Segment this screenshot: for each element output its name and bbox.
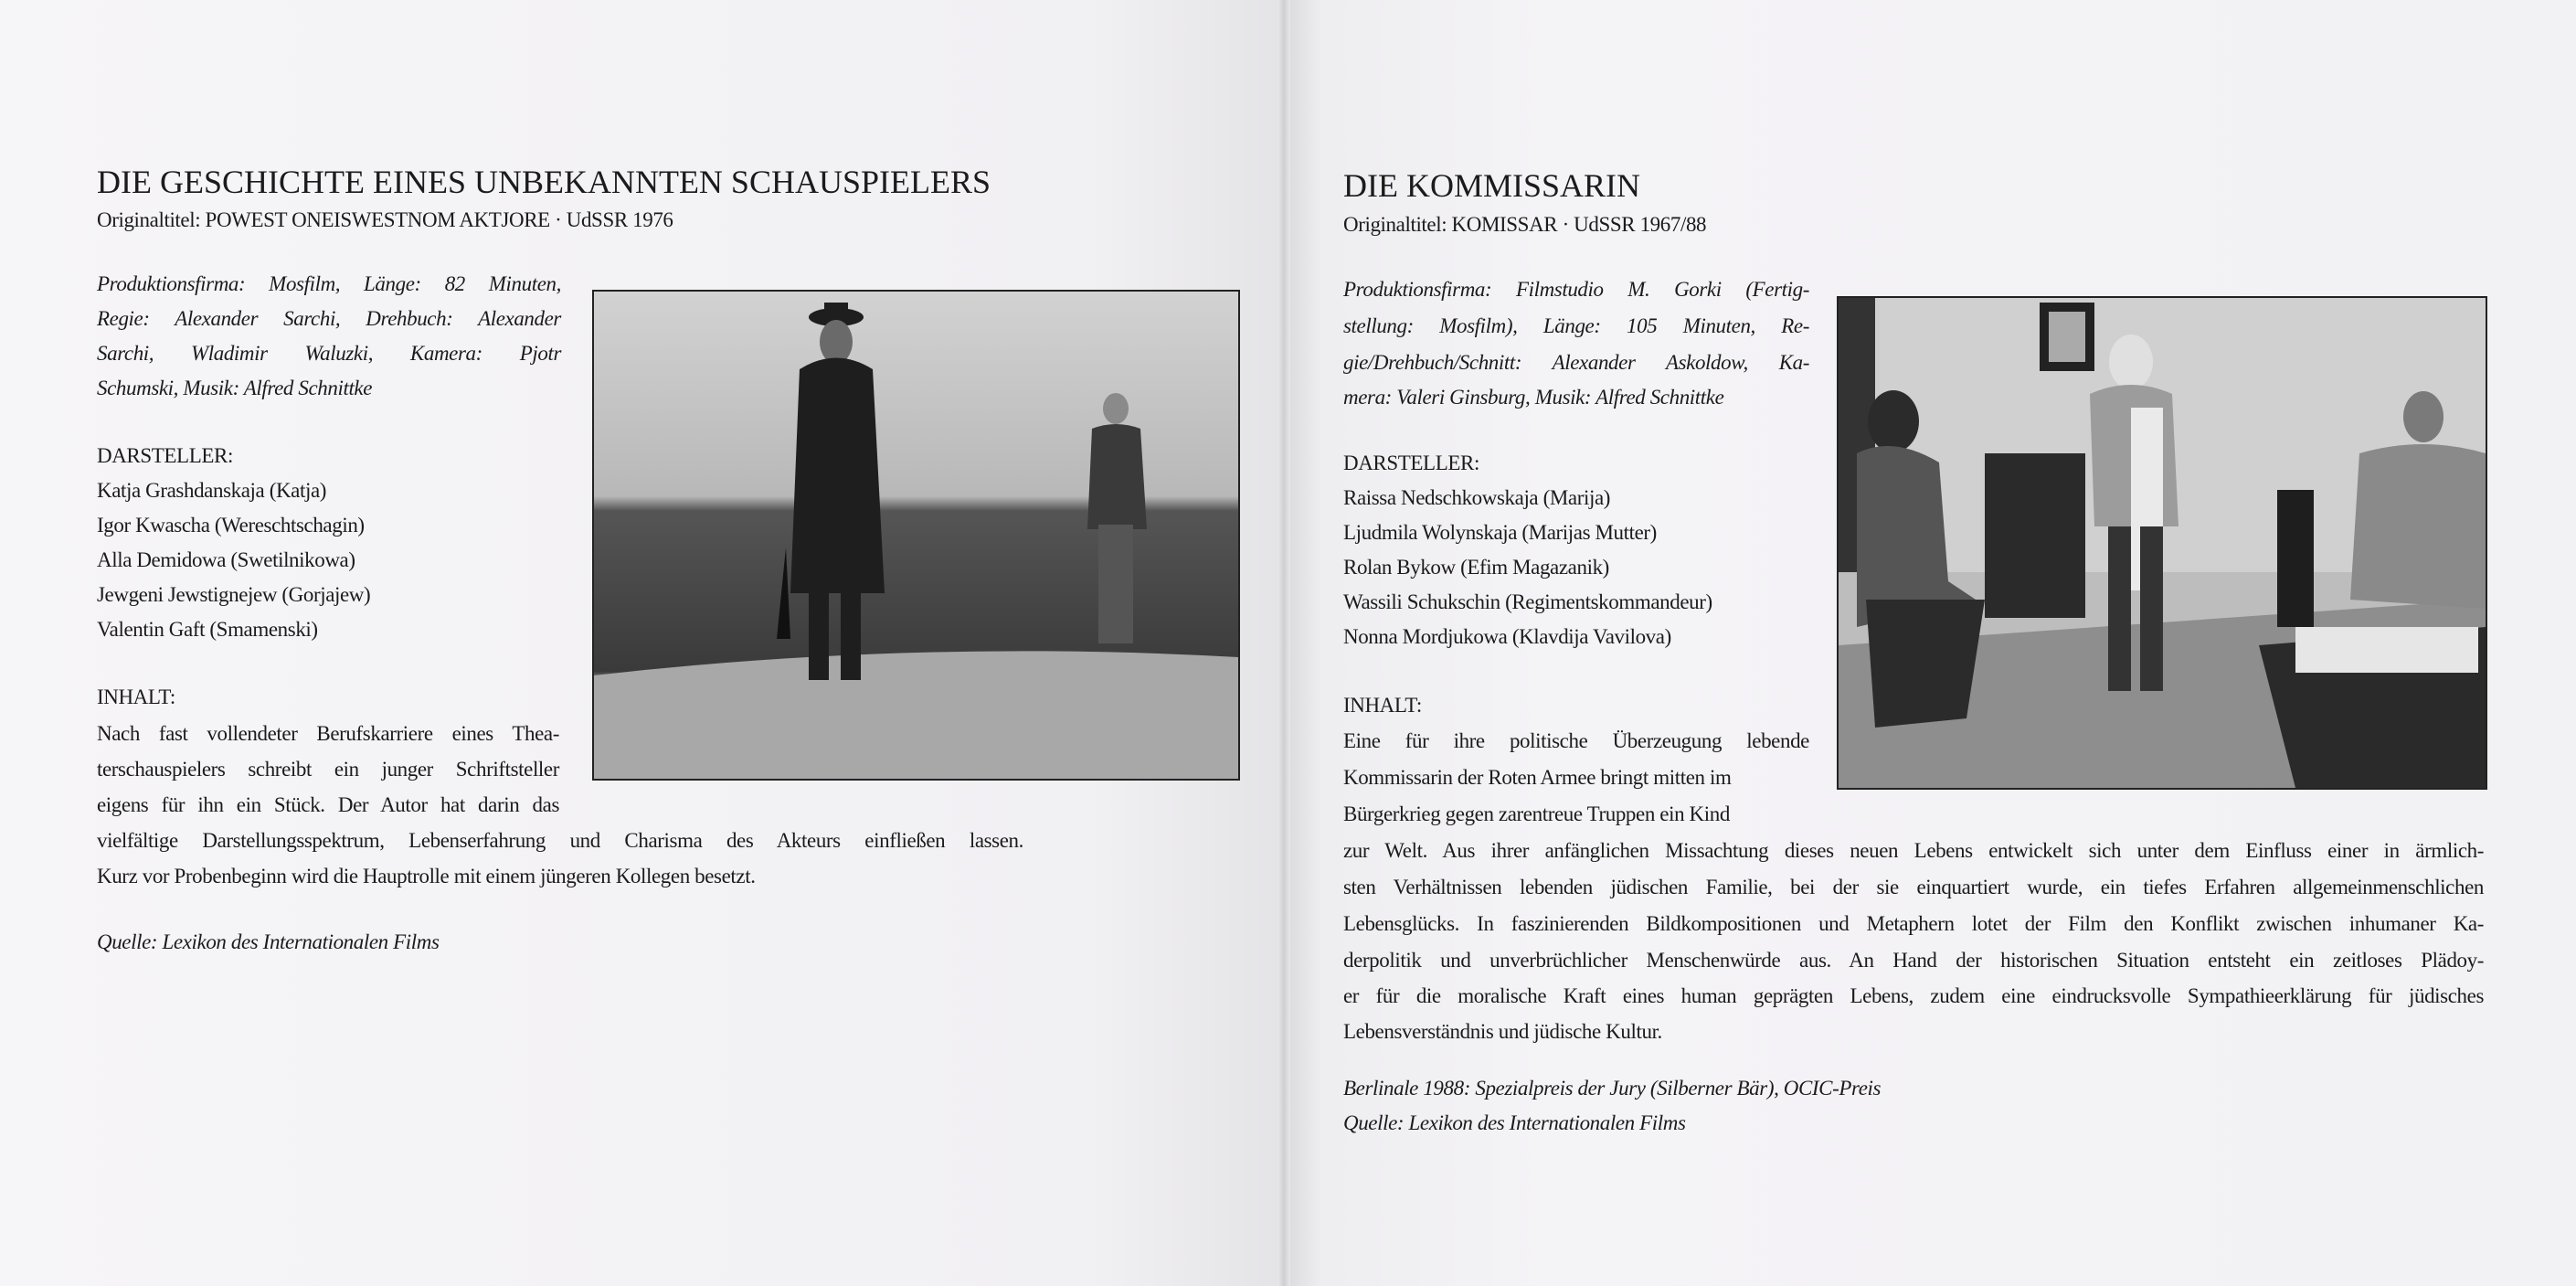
content-heading: INHALT: <box>97 686 175 708</box>
content-line: er für die moralische Kraft eines human geprägten Lebens, zudem eine eindrucksvolle Sympathieerklärung für jüdisches <box>1343 984 2484 1007</box>
content-line: Kurz vor Probenbeginn wird die Hauptrolle mit einem jüngeren Kollegen besetzt. <box>97 865 756 887</box>
film-title: DIE KOMMISSARIN <box>1343 167 1641 204</box>
content-line: eigens für ihn ein Stück. Der Autor hat darin das <box>97 793 559 816</box>
award-note: Berlinale 1988: Spezialpreis der Jury (Silberner Bär), OCIC-Preis <box>1343 1077 1882 1100</box>
production-line: Produktionsfirma: Filmstudio M. Gorki (Fertig- <box>1343 278 1809 301</box>
content-line: zur Welt. Aus ihrer anfänglichen Missachtung dieses neuen Lebens entwickelt sich unter dem Einfluss einer in ärmlich- <box>1343 839 2484 862</box>
content-line: Kommissarin der Roten Armee bringt mitten im <box>1343 766 1732 789</box>
cast-member: Igor Kwascha (Wereschtschagin) <box>97 514 365 537</box>
content-line: vielfältige Darstellungsspektrum, Lebenserfahrung und Charisma des Akteurs einfließen lassen. <box>97 829 1023 852</box>
cast-member: Rolan Bykow (Efim Magazanik) <box>1343 556 1609 579</box>
film-title: DIE GESCHICHTE EINES UNBEKANNTEN SCHAUSPIELERS <box>97 164 991 200</box>
production-line: gie/Drehbuch/Schnitt: Alexander Askoldow, Ka- <box>1343 351 1809 374</box>
original-title: Originaltitel: KOMISSAR · UdSSR 1967/88 <box>1343 213 1707 236</box>
content-line: Eine für ihre politische Überzeugung lebende <box>1343 729 1809 752</box>
booklet-fold <box>1277 0 1290 1286</box>
content-line: Lebensverständnis und jüdische Kultur. <box>1343 1020 1662 1043</box>
content-line: Lebensglücks. In faszinierenden Bildkompositionen und Metaphern lotet der Film den Konflikt zwischen inhumaner Ka- <box>1343 912 2484 935</box>
original-title: Originaltitel: POWEST ONEISWESTNOM AKTJORE · UdSSR 1976 <box>97 208 673 231</box>
film-still-road <box>592 290 1240 781</box>
content-line: Nach fast vollendeter Berufskarriere eines Thea- <box>97 722 559 745</box>
content-line: terschauspielers schreibt ein junger Schriftsteller <box>97 758 559 781</box>
source-note: Quelle: Lexikon des Internationalen Films <box>1343 1111 1686 1134</box>
production-line: stellung: Mosfilm), Länge: 105 Minuten, Re- <box>1343 314 1809 337</box>
production-line: Produktionsfirma: Mosfilm, Länge: 82 Minuten, <box>97 272 561 295</box>
content-line: sten Verhältnissen lebenden jüdischen Familie, bei der sie einquartiert wurde, ein tiefes Erfahren allgemeinmenschlichen <box>1343 876 2484 898</box>
cast-member: Wassili Schukschin (Regimentskommandeur) <box>1343 590 1712 613</box>
source-note: Quelle: Lexikon des Internationalen Films <box>97 930 440 953</box>
cast-member: Alla Demidowa (Swetilnikowa) <box>97 548 355 571</box>
production-line: Sarchi, Wladimir Waluzki, Kamera: Pjotr <box>97 342 561 365</box>
production-line: mera: Valeri Ginsburg, Musik: Alfred Schnittke <box>1343 386 1724 409</box>
cast-member: Jewgeni Jewstignejew (Gorjajew) <box>97 583 371 606</box>
cast-member: Raissa Nedschkowskaja (Marija) <box>1343 486 1611 509</box>
content-line: Bürgerkrieg gegen zarentreue Truppen ein Kind <box>1343 802 1730 825</box>
cast-member: Nonna Mordjukowa (Klavdija Vavilova) <box>1343 625 1671 648</box>
cast-member: Katja Grashdanskaja (Katja) <box>97 479 327 502</box>
cast-heading: DARSTELLER: <box>97 444 233 467</box>
content-heading: INHALT: <box>1343 694 1422 717</box>
production-line: Schumski, Musik: Alfred Schnittke <box>97 377 373 399</box>
production-line: Regie: Alexander Sarchi, Drehbuch: Alexander <box>97 307 561 330</box>
cast-member: Ljudmila Wolynskaja (Marijas Mutter) <box>1343 521 1657 544</box>
cast-heading: DARSTELLER: <box>1343 452 1479 474</box>
cast-member: Valentin Gaft (Smamenski) <box>97 618 318 641</box>
content-line: derpolitik und unverbrüchlicher Menschenwürde aus. An Hand der historischen Situation entsteht ein zeitloses Plädoy- <box>1343 949 2484 972</box>
film-still-room <box>1837 296 2487 790</box>
